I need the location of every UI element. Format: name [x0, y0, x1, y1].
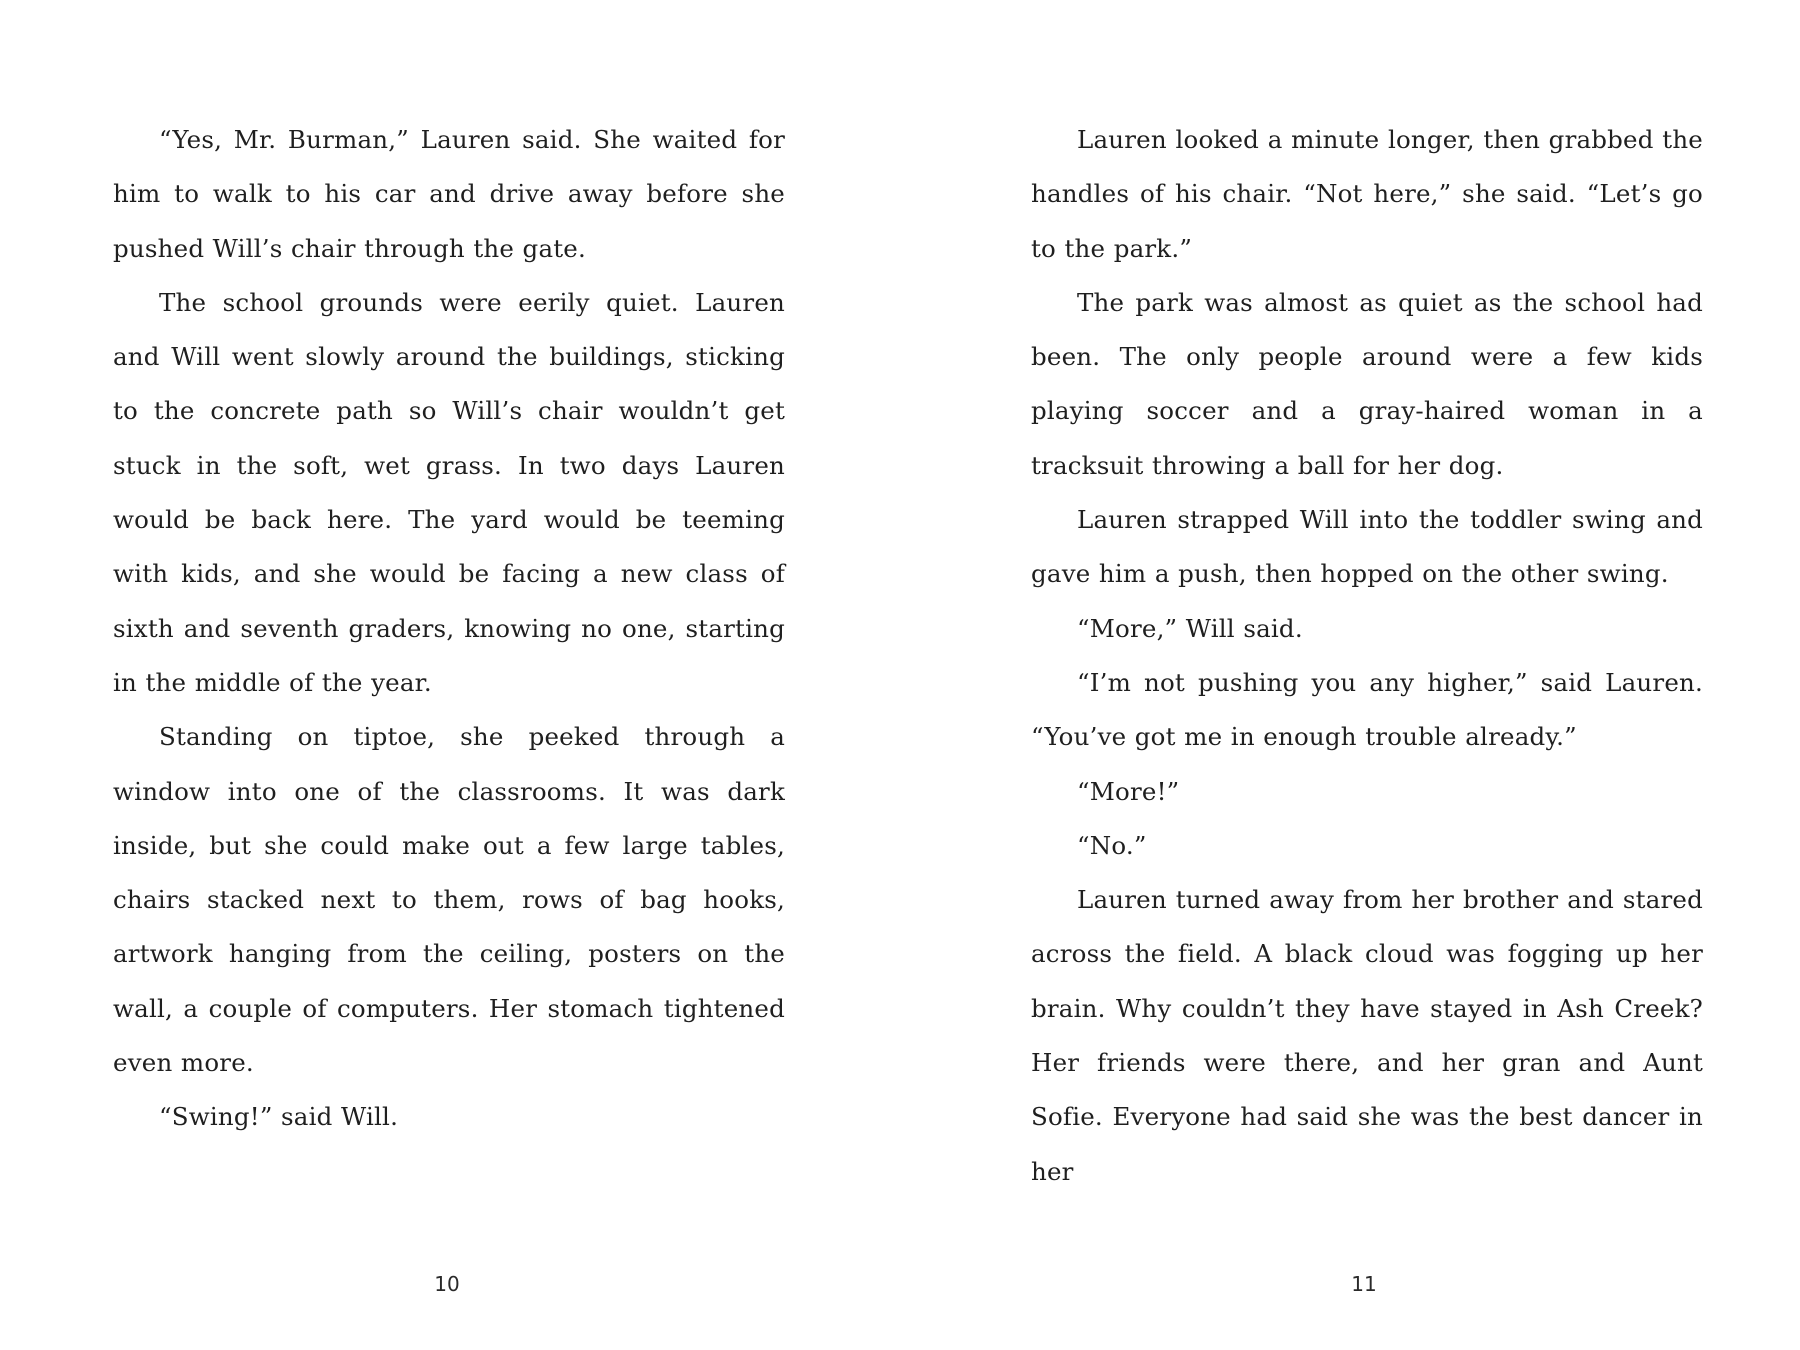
paragraph: Lauren strapped Will into the toddler swing and gave him a push, then hopped on the other swing.	[1031, 505, 1703, 589]
paragraph: “More!”	[1077, 776, 1180, 806]
paragraph: Lauren turned away from her brother and stared across the field. A black cloud was fogging up her brain. Why couldn’t they have stayed in Ash Creek? Her friends were there, and her gran and Aunt Sofie. Everyone had said she was the best dancer in her	[1031, 885, 1703, 1186]
page-number-left: 10	[434, 1272, 460, 1296]
paragraph: “More,” Will said.	[1077, 613, 1303, 643]
page-number-right: 11	[1351, 1272, 1377, 1296]
paragraph: “Swing!” said Will.	[159, 1102, 399, 1132]
right-page	[1031, 113, 1703, 1199]
paragraph: The park was almost as quiet as the school had been. The only people around were a few kids playing soccer and a gray-haired woman in a tracksuit throwing a ball for her dog.	[1031, 287, 1703, 480]
paragraph: Lauren looked a minute longer, then grabbed the handles of his chair. “Not here,” she said. “Let’s go to the park.”	[1031, 125, 1703, 263]
paragraph: “No.”	[1077, 830, 1147, 860]
paragraph: The school grounds were eerily quiet. Lauren and Will went slowly around the buildings, sticking to the concrete path so Will’s chair wouldn’t get stuck in the soft, wet grass. In two days Lauren would be back here. The yard would be teeming with kids, and she would be facing a new class of sixth and seventh graders, knowing no one, starting in the middle of the year.	[113, 287, 785, 697]
paragraph: Standing on tiptoe, she peeked through a window into one of the classrooms. It was dark inside, but she could make out a few large tables, chairs stacked next to them, rows of bag hooks, artwork hanging from the ceiling, posters on the wall, a couple of computers. Her stomach tightened even more.	[113, 722, 785, 1078]
left-page	[113, 113, 785, 1145]
paragraph: “I’m not pushing you any higher,” said Lauren. “You’ve got me in enough trouble already.”	[1031, 667, 1703, 752]
paragraph: “Yes, Mr. Burman,” Lauren said. She waited for him to walk to his car and drive away before she pushed Will’s chair through the gate.	[113, 125, 785, 263]
